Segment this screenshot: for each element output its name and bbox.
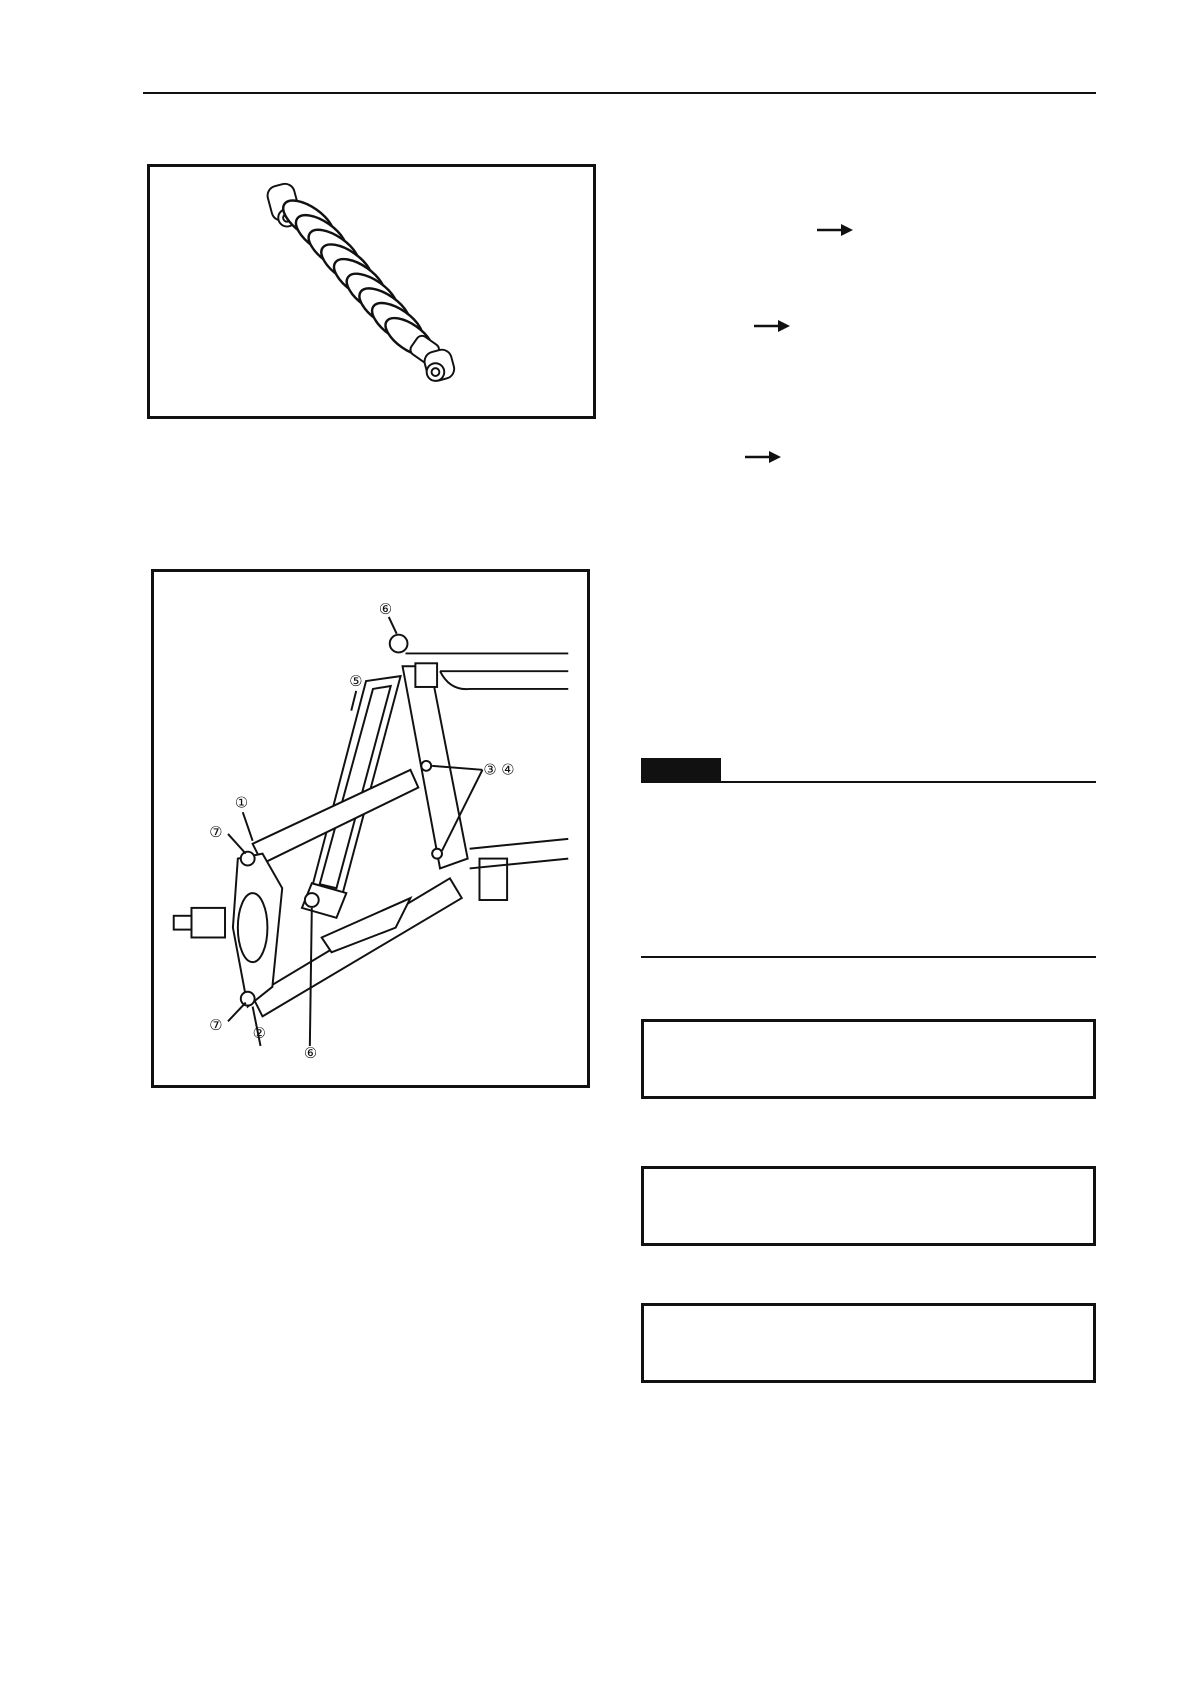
callout-2: ② [252,1025,266,1043]
note-tab [641,758,721,782]
callout-6-bottom: ⑥ [303,1044,318,1062]
spec-box-3 [641,1303,1096,1383]
arrow-right-icon [817,223,853,237]
callout-7-bottom: ⑦ [209,1017,223,1035]
spec-box-1 [641,1019,1096,1099]
arrow-right-icon [745,450,781,464]
callout-6-top: ⑥ [378,600,393,618]
arrow-right-icon [754,319,790,333]
front-suspension-illustration [154,572,587,1085]
note-end-rule [641,956,1096,958]
callout-5: ⑤ [349,672,363,690]
callout-1: ① [234,794,249,812]
front-suspension-figure [151,569,590,1088]
callout-7-top: ⑦ [209,823,223,841]
header-rule [143,92,1096,94]
spec-box-2 [641,1166,1096,1246]
shock-absorber-figure [147,164,596,419]
shock-absorber-illustration [150,167,593,416]
note-rule [641,781,1096,783]
callout-3: ③ [483,761,497,779]
callout-4: ④ [501,761,515,779]
